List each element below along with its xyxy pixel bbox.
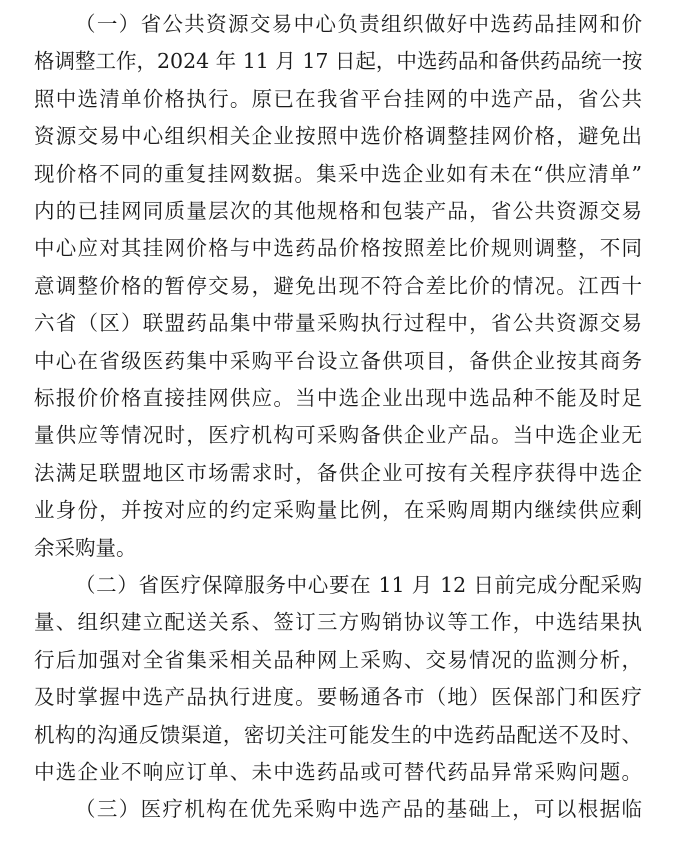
paragraph-1-line-14: 业身份，并按对应的约定采购量比例，在采购周期内继续供应剩 [34, 498, 642, 523]
paragraph-1-line-7: 中心应对其挂网价格与中选药品价格按照差比价规则调整，不同 [34, 236, 642, 261]
paragraph-1-line-8: 意调整价格的暂停交易，避免出现不符合差比价的情况。江西十 [34, 273, 642, 298]
paragraph-1-line-1: （一）省公共资源交易中心负责组织做好中选药品挂网和价 [75, 12, 642, 36]
paragraph-1-line-3: 照中选清单价格执行。原已在我省平台挂网的中选产品，省公共 [34, 86, 642, 111]
paragraph-1-line-9: 六省（区）联盟药品集中带量采购执行过程中，省公共资源交易 [34, 311, 642, 336]
paragraph-2-line-2: 量、组织建立配送关系、签订三方购销协议等工作，中选结果执 [34, 610, 642, 635]
paragraph-1-line-12: 量供应等情况时，医疗机构可采购备供企业产品。当中选企业无 [34, 423, 642, 448]
paragraph-1-line-4: 资源交易中心组织相关企业按照中选价格调整挂网价格，避免出 [34, 124, 642, 149]
paragraph-1-line-11: 标报价价格直接挂网供应。当中选企业出现中选品种不能及时足 [34, 386, 642, 410]
paragraph-3-line-1: （三）医疗机构在优先采购中选产品的基础上，可以根据临 [75, 797, 642, 822]
paragraph-1-line-15: 余采购量。 [34, 535, 137, 560]
paragraph-1-line-13: 法满足联盟地区市场需求时，备供企业可按有关程序获得中选企 [34, 460, 642, 485]
paragraph-2-line-1: （二）省医疗保障服务中心要在 11 月 12 日前完成分配采购 [75, 573, 642, 597]
paragraph-2-line-6: 中选企业不响应订单、未中选药品或可替代药品异常采购问题。 [34, 760, 642, 784]
paragraph-1-line-10: 中心在省级医药集中采购平台设立备供项目，备供企业按其商务 [34, 348, 642, 373]
paragraph-1-line-6: 内的已挂网同质量层次的其他规格和包装产品，省公共资源交易 [34, 199, 642, 223]
paragraph-2-line-5: 机构的沟通反馈渠道，密切关注可能发生的中选药品配送不及时、 [34, 722, 642, 747]
paragraph-2-line-3: 行后加强对全省集采相关品种网上采购、交易情况的监测分析， [34, 647, 642, 672]
paragraph-2-line-4: 及时掌握中选产品执行进度。要畅通各市（地）医保部门和医疗 [34, 685, 642, 710]
paragraph-1-line-5: 现价格不同的重复挂网数据。集采中选企业如有未在“供应清单” [34, 161, 642, 186]
paragraph-1-line-2: 格调整工作，2024 年 11 月 17 日起，中选药品和备供药品统一按 [34, 49, 643, 74]
